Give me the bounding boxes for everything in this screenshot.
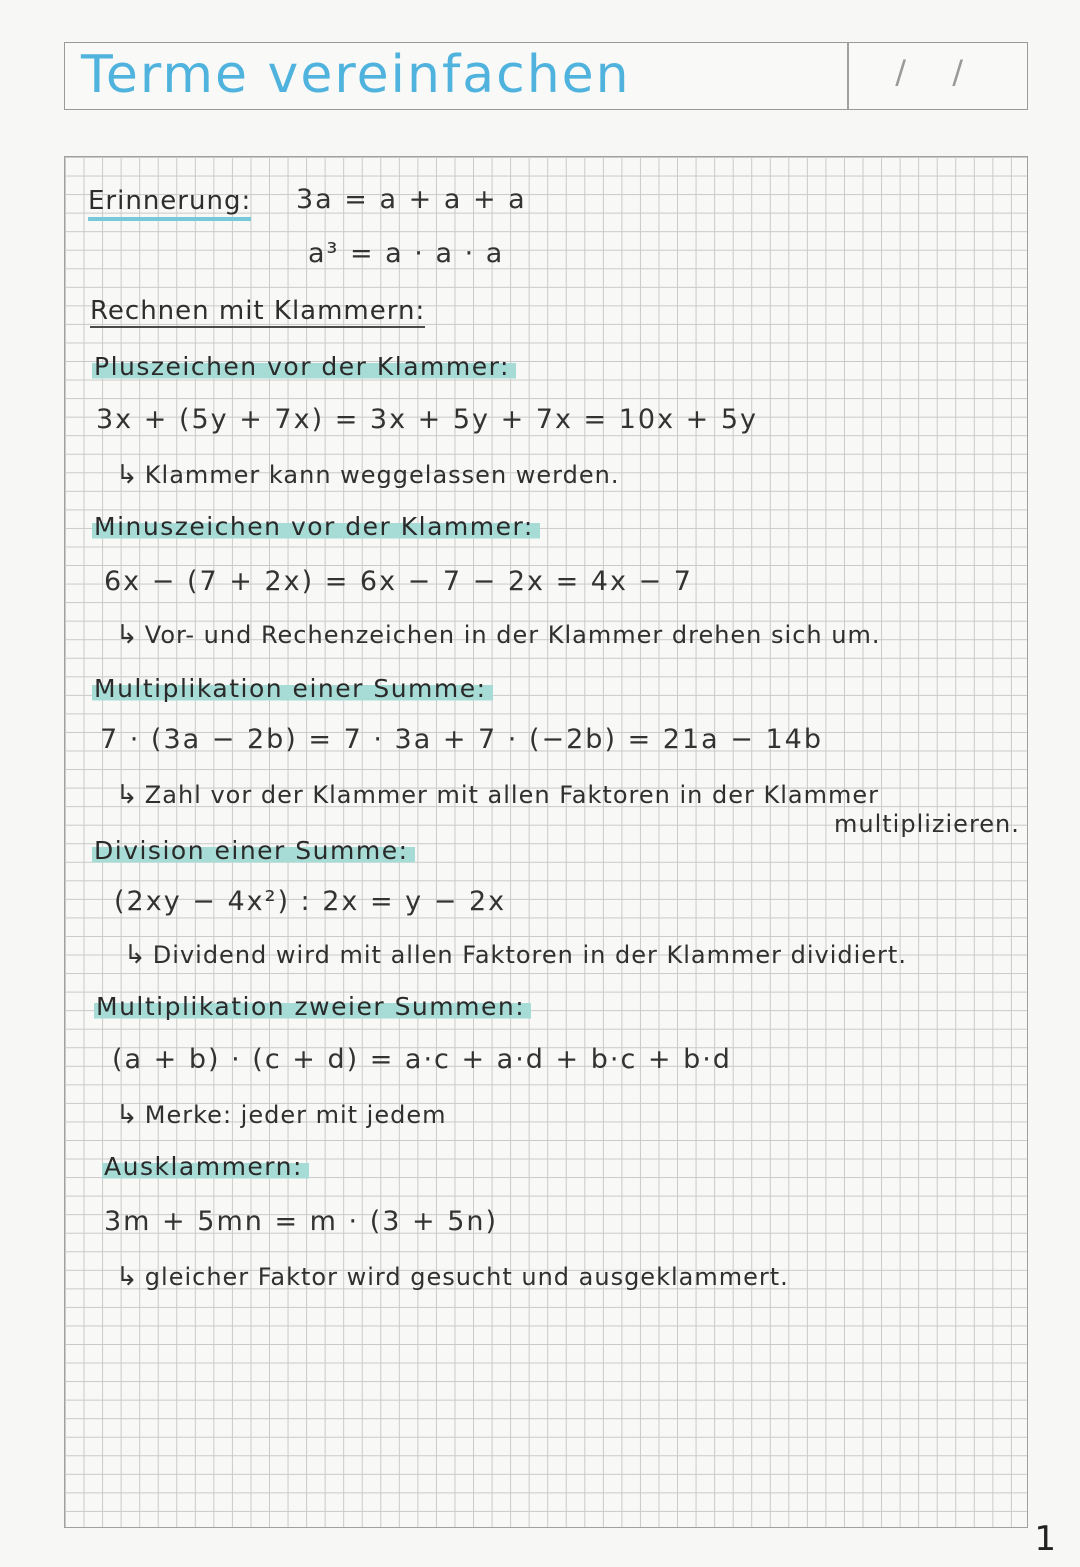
date-field: / / [895,53,981,91]
arrow-icon: ↳ [116,780,139,810]
heading-multiplication: Multiplikation einer Summe: [92,674,493,703]
note-multiplication [116,780,879,810]
note-two-sums [116,1100,447,1130]
note-factoring-text: gleicher Faktor wird gesucht und ausgeklammert. [144,1263,789,1291]
reminder-label-text: Erinnerung: [88,186,251,221]
page-title: Terme vereinfachen [81,45,631,105]
reminder-line-1: 3a = a + a + a [296,184,527,215]
arrow-icon: ↳ [116,1262,139,1292]
note-multiplication-text: Zahl vor der Klammer mit allen Faktoren in der Klammer [144,781,879,809]
arrow-icon: ↳ [116,1100,139,1130]
heading-division: Division einer Summe: [92,836,415,865]
section-title-text: Rechnen mit Klammern: [90,296,426,326]
formula-minus: 6x − (7 + 2x) = 6x − 7 − 2x = 4x − 7 [104,566,693,597]
note-factoring [116,1262,789,1292]
title-divider [847,43,849,109]
note-multiplication-cont: multiplizieren. [834,810,1020,838]
heading-plus: Pluszeichen vor der Klammer: [92,352,516,381]
note-division [124,940,907,970]
formula-factoring: 3m + 5mn = m · (3 + 5n) [104,1206,499,1237]
arrow-icon: ↳ [116,620,139,650]
formula-division: (2xy − 4x²) : 2x = y − 2x [114,886,507,917]
formula-two-sums: (a + b) · (c + d) = a·c + a·d + b·c + b·d [112,1044,732,1075]
heading-factoring: Ausklammern: [102,1152,309,1181]
note-minus [116,620,880,650]
note-minus-text: Vor- und Rechenzeichen in der Klammer drehen sich um. [144,621,881,649]
note-plus-text: Klammer kann weggelassen werden. [144,461,620,489]
note-division-text: Dividend wird mit allen Faktoren in der Klammer dividiert. [152,941,907,969]
formula-multiplication: 7 · (3a − 2b) = 7 · 3a + 7 · (−2b) = 21a − 14b [100,724,823,755]
page-number: 1 [1034,1519,1056,1559]
formula-plus: 3x + (5y + 7x) = 3x + 5y + 7x = 10x + 5y [96,404,759,435]
note-two-sums-text: Merke: jeder mit jedem [144,1101,447,1129]
heading-minus: Minuszeichen vor der Klammer: [92,512,540,541]
arrow-icon: ↳ [124,940,147,970]
title-box [64,42,1028,110]
reminder-label [88,186,251,216]
heading-two-sums: Multiplikation zweier Summen: [94,992,531,1021]
note-plus [116,460,619,490]
reminder-line-2: a³ = a · a · a [308,238,505,269]
section-title [90,296,425,326]
arrow-icon: ↳ [116,460,139,490]
